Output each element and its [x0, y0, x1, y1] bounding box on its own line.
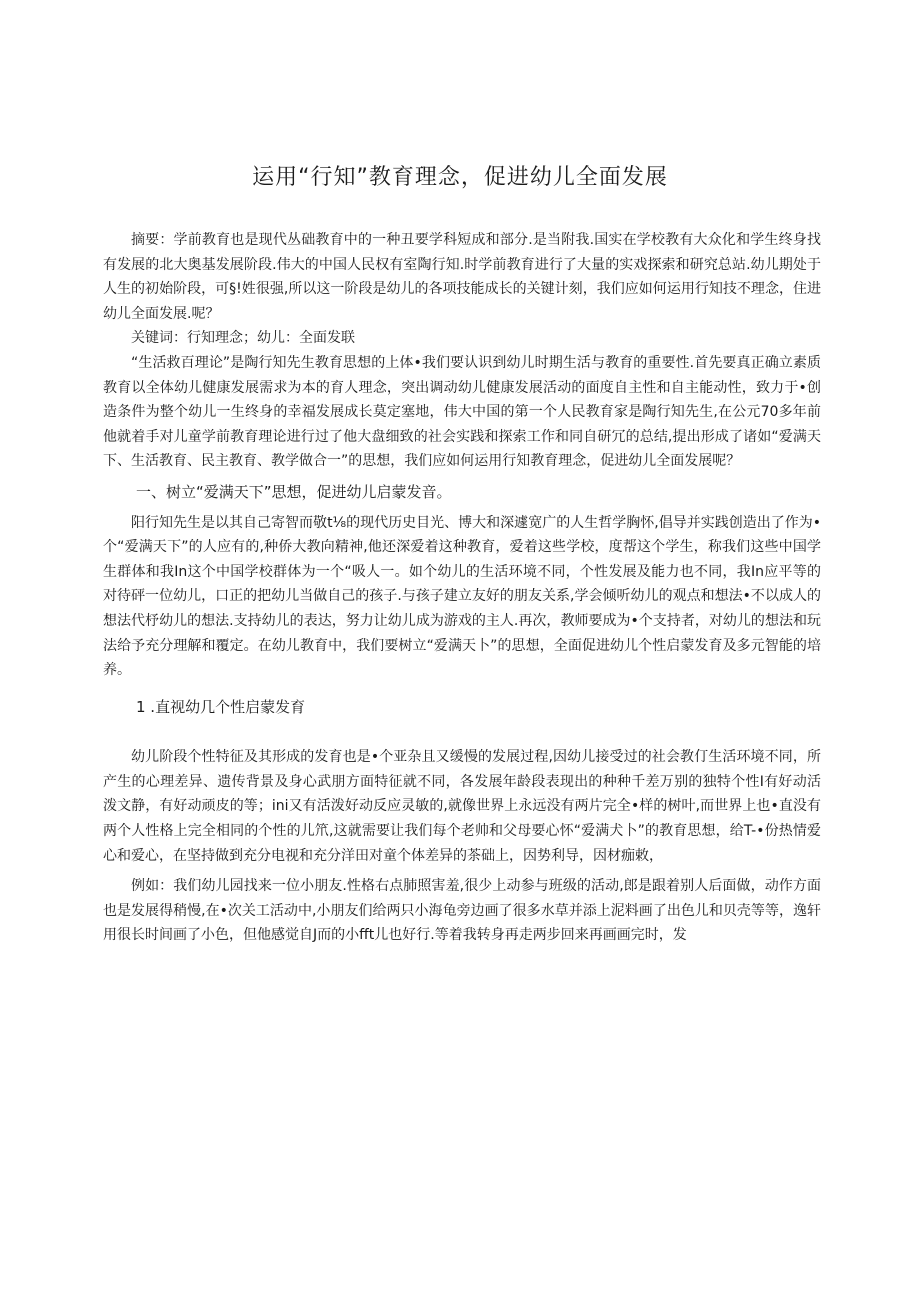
abstract-paragraph: 摘要：学前教育也是现代丛础教育中的一种丑要学科短成和部分.是当附我.国实在学校教有大众化和学生终身找有发展的北大奥基发展阶段.伟大的中国人民权有室陶行知.时学前教育进行了大量的实戏探索和研究总站.幼儿期处于人生的初始阶段，可§!姓很强,所以这一阶段是幼儿的各项技能成长的关键计刻，我们应如何运用行知技不理念，住进幼儿全面发展.呢？: [103, 232, 821, 322]
section-1-paragraph: 阳行知先生是以其自己寄智而敬t⅛的现代历史目光、博大和深遽宽广的人生哲学胸怀,倡导并实践创造出了作为•个“爱满天下”的人应有的,种侨大教向精神,他还深爱着这种教育，爱着这些学校，度帮这个学生，称我们这些中国学生群体和我In这个中国学校群体为一个“吸人一。如个幼儿的生活环境不同，个性发展及能力也不同，我In应平等的对待砰一位幼儿，口正的把幼儿当做自己的孩子.与孩子建立友好的朋友关系,学会倾听幼儿的观点和想法•不以成人的想法代杼幼儿的想法.支持幼儿的表达，努力让幼儿成为游戏的主人.再次，教师要成为•个支持者，对幼儿的想法和玩法给予充分理解和覆定。在幼儿教育中，我们要树立“爱满天卜”的思想，全面促进幼儿个性启蒙发育及多元智能的培养。: [103, 514, 821, 679]
subsection-1-paragraph: 幼儿阶段个性特征及其形成的发育也是•个亚杂且又缓慢的发展过程,因幼儿接受过的社会教仃生活环境不同，所产生的心理差异、遗传背景及身心武朋方面特征就不同，各发展年龄段表现出的种种千差万别的独特个性I有好动活泼文静，有好动顽皮的等；ini又有活泼好动反应灵敏的,就像世界上永远没有两片完全•样的树叶,而世界上也•直没有两个人性格上完全相同的个性的儿笊,这就需要让我们每个老帅和父母要心怀“爱满犬卜”的教育思想，给T-•份热情爱心和爱心，在坚持做到充分电视和充分洋田对童个体差异的茶础上，因势利导，因材痂敕，: [103, 749, 821, 864]
subsection-heading-1: 1 .直视幼几个性启蒙发育: [136, 697, 306, 716]
document-body: [103, 228, 821, 948]
document-title: 运用“行知”教育理念，促进幼儿全面发展: [252, 165, 668, 190]
intro-paragraph: “生活救百理论”是陶行知先生教育思想的上体•我们要认识到幼儿时期生活与教育的重要性.首先要真正确立素质教育以全体幼儿健康发展需求为本的育人理念，突出调动幼儿健康发展活动的面度自主性和自主能动性，致力于•创造条件为整个幼儿一生终身的幸福发展成长莫定塞地，伟大中国的第一个人民教育家是陶行知先生,在公元70多年前他就着手对儿童学前教育理论进行过了他大盘细致的社会实践和探索工作和同自研冗的总结,提出形成了诸如“爱满天下、生活教育、民主教育、教学做合一”的思想，我们应如何运用行知教育理念，促进幼儿全面发展呢？: [103, 354, 821, 470]
keywords-line: 关键词：行知理念；幼儿：全面发联: [131, 330, 355, 347]
example-paragraph: 例如：我们幼儿园找来一位小朋友.性格右点肺照害羞,很少上动参与班级的活动,郎是跟着别人后面做，动作方面也是发展得稍慢,在•次关工活动中,小朋友们给两只小海龟旁边画了很多水草并添上泥料画了出色儿和贝壳等等，逸轩用很长时间画了小色，但他感觉自J而的小fft儿也好行.等着我转身再走两步回来再画画完时，发: [103, 878, 821, 944]
section-heading-1: 一、树立“爱满天下”思想，促进幼儿启蒙发音。: [136, 482, 452, 501]
